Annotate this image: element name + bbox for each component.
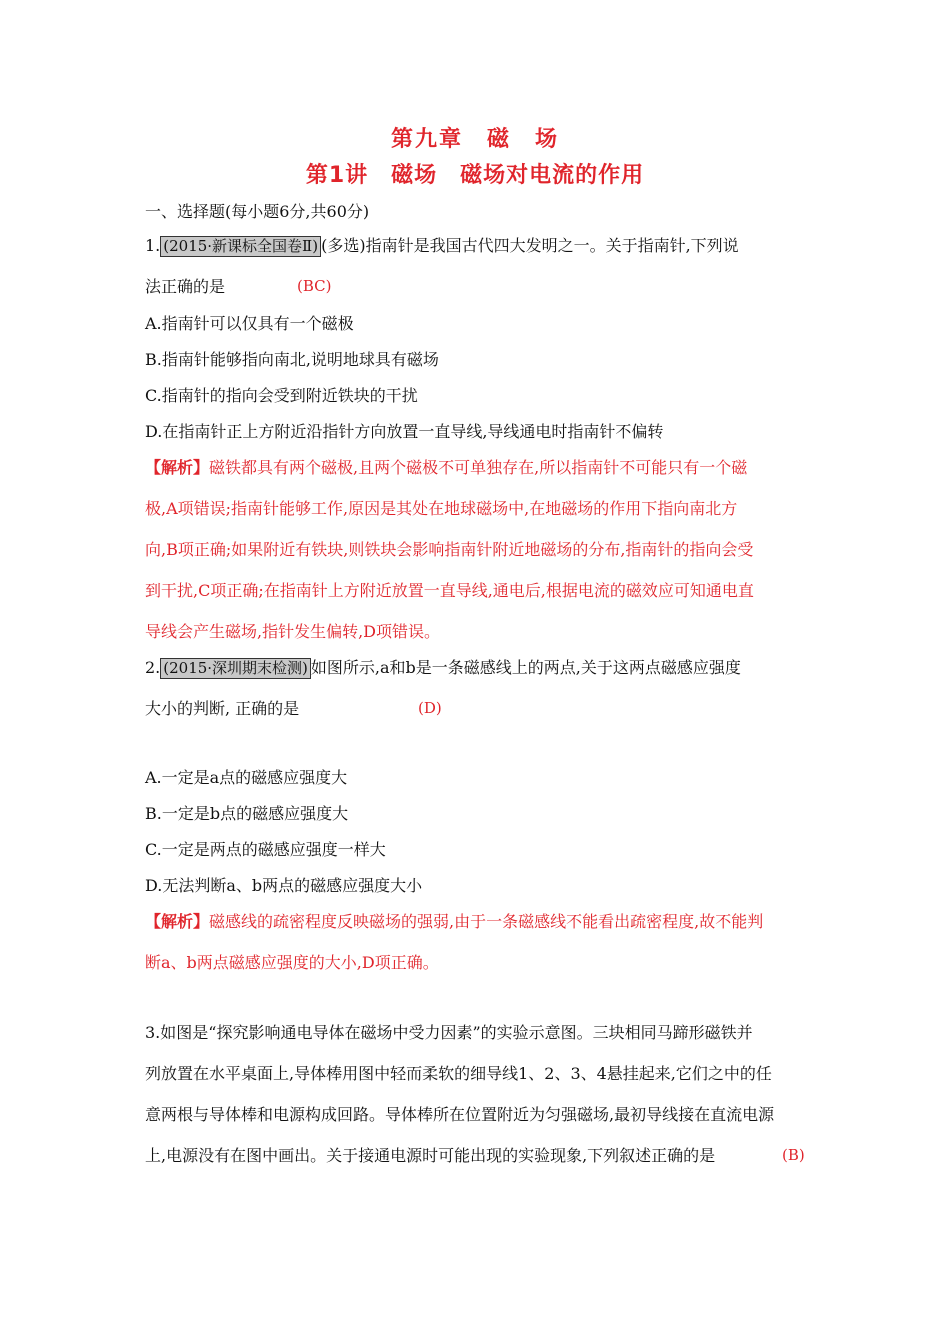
q1-analysis-line1: 【解析】磁铁都具有两个磁极,且两个磁极不可单独存在,所以指南针不可能只有一个磁: [145, 458, 748, 477]
q1-number: 1.: [145, 236, 161, 255]
q1-option-b: B.指南针能够指向南北,说明地球具有磁场: [145, 350, 439, 369]
q1-option-a: A.指南针可以仅具有一个磁极: [145, 314, 354, 333]
q1-stem-line2: 法正确的是: [145, 277, 226, 296]
q3-answer: (B): [782, 1146, 805, 1164]
q2-option-a: A.一定是a点的磁感应强度大: [145, 768, 348, 787]
section-heading: 一、选择题(每小题6分,共60分): [145, 202, 370, 221]
q2-option-c: C.一定是两点的磁感应强度一样大: [145, 840, 386, 859]
q2-stem-line2: 大小的判断, 正确的是: [145, 699, 300, 718]
q1-stem-line1: [145, 235, 739, 257]
q1-analysis-line5: 导线会产生磁场,指针发生偏转,D项错误。: [145, 622, 441, 641]
q2-answer: (D): [418, 699, 442, 717]
q1-analysis-line4: 到干扰,C项正确;在指南针上方附近放置一直导线,通电后,根据电流的磁效应可知通电直: [145, 581, 754, 600]
q1-analysis-line3: 向,B项正确;如果附近有铁块,则铁块会影响指南针附近地磁场的分布,指南针的指向会受: [145, 540, 754, 559]
q2-number: 2.: [145, 658, 161, 677]
q2-stem-line1: [145, 657, 741, 679]
q2-option-d: D.无法判断a、b两点的磁感应强度大小: [145, 876, 423, 895]
q3-stem-line4: 上,电源没有在图中画出。关于接通电源时可能出现的实验现象,下列叙述正确的是: [145, 1146, 716, 1165]
q2-option-b: B.一定是b点的磁感应强度大: [145, 804, 349, 823]
q2-analysis-line1: 【解析】磁感线的疏密程度反映磁场的强弱,由于一条磁感线不能看出疏密程度,故不能判: [145, 912, 764, 931]
q3-stem-line1: 3.如图是“探究影响通电导体在磁场中受力因素”的实验示意图。三块相同马蹄形磁铁并: [145, 1023, 753, 1042]
q1-text: (多选)指南针是我国古代四大发明之一。关于指南针,下列说: [321, 236, 739, 255]
q3-stem-line2: 列放置在水平桌面上,导体棒用图中轻而柔软的细导线1、2、3、4悬挂起来,它们之中的任: [145, 1064, 772, 1083]
q1-option-d: D.在指南针正上方附近沿指针方向放置一直导线,导线通电时指南针不偏转: [145, 422, 664, 441]
q1-option-c: C.指南针的指向会受到附近铁块的干扰: [145, 386, 418, 405]
q1-answer: (BC): [297, 277, 332, 295]
q1-analysis-line2: 极,A项错误;指南针能够工作,原因是其处在地球磁场中,在地磁场的作用下指向南北方: [145, 499, 738, 518]
q2-analysis-line2: 断a、b两点磁感应强度的大小,D项正确。: [145, 953, 439, 972]
q3-stem-line3: 意两根与导体棒和电源构成回路。导体棒所在位置附近为匀强磁场,最初导线接在直流电源: [145, 1105, 775, 1124]
q1-source-tag: (2015·新课标全国卷Ⅱ): [160, 236, 321, 257]
q2-analysis-label: 【解析】: [145, 912, 210, 931]
q1-analysis-label: 【解析】: [145, 458, 210, 477]
lesson-title: 第1讲 磁场 磁场对电流的作用: [305, 163, 645, 188]
q2-source-tag: (2015·深圳期末检测): [160, 658, 311, 679]
q2-text: 如图所示,a和b是一条磁感线上的两点,关于这两点磁感应强度: [310, 658, 741, 677]
chapter-title: 第九章 磁 场: [390, 127, 559, 152]
